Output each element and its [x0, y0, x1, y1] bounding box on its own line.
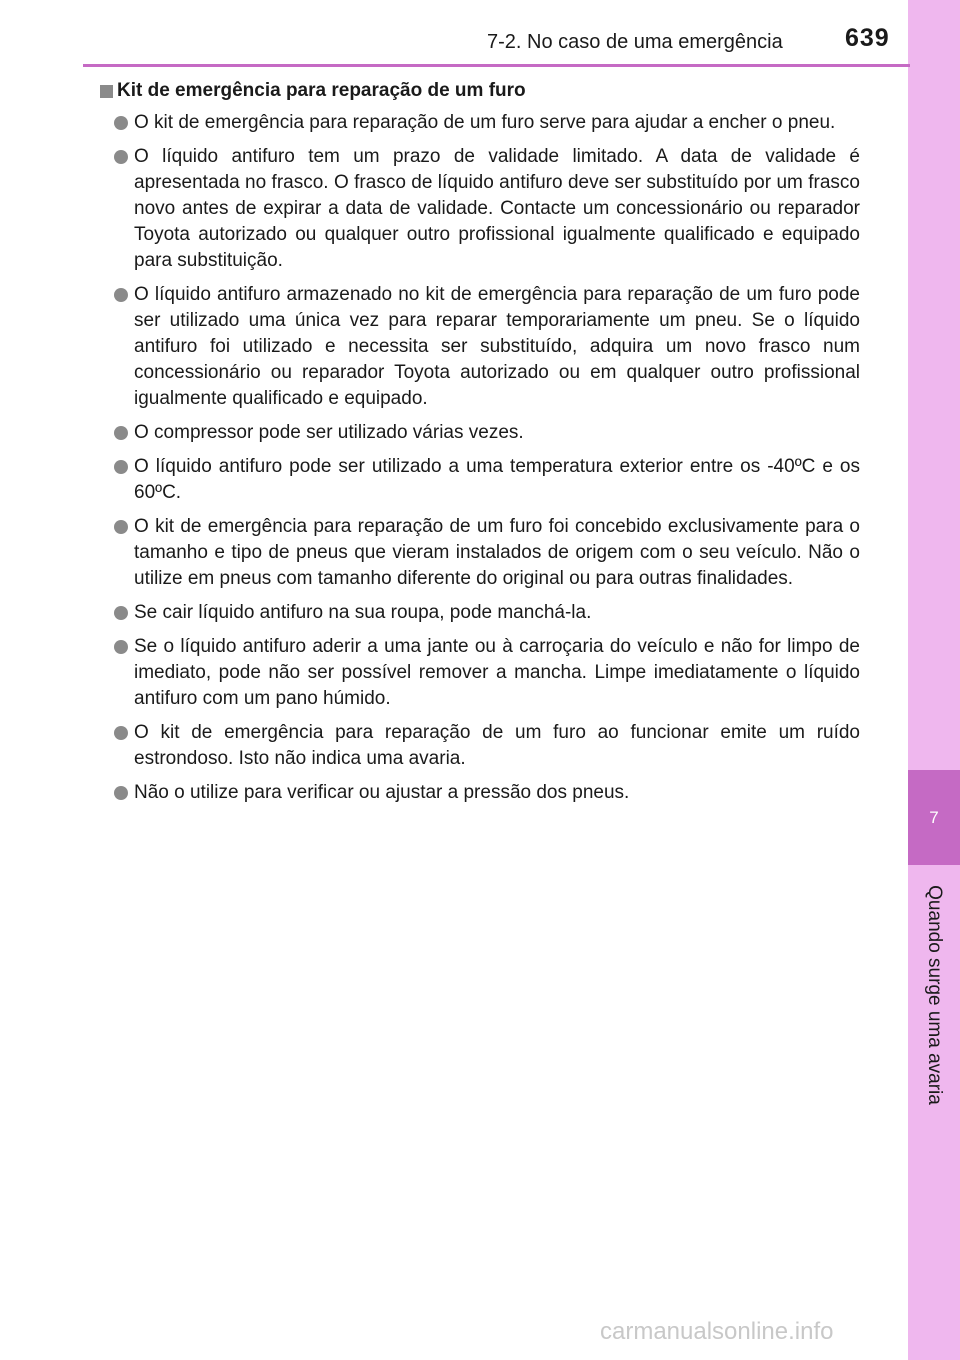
list-item-text: O kit de emergência para reparação de um furo foi concebido exclusivamente para o tamanho e tipo de pneus que vieram instalados de origem com o seu veículo. Não o utilize em pneus com tamanho diferente do original ou para outras finalidades.: [134, 516, 860, 589]
square-bullet-icon: [100, 85, 113, 98]
list-item-text: O kit de emergência para reparação de um furo serve para ajudar a encher o pneu.: [134, 112, 836, 133]
running-header: 7-2. No caso de uma emergência: [487, 31, 783, 53]
list-item-text: O líquido antifuro pode ser utilizado a uma temperatura exterior entre os -40ºC e os 60ºC.: [134, 456, 860, 503]
list-item-text: Se cair líquido antifuro na sua roupa, pode manchá-la.: [134, 602, 592, 623]
main-content: [100, 78, 860, 814]
list-item: [100, 720, 860, 772]
circle-bullet-icon: [114, 460, 128, 474]
circle-bullet-icon: [114, 288, 128, 302]
list-item: [100, 780, 860, 806]
list-item: [100, 514, 860, 592]
list-item: [100, 600, 860, 626]
list-item: [100, 454, 860, 506]
list-item-text: O líquido antifuro armazenado no kit de emergência para reparação de um furo pode ser utilizado uma única vez para reparar temporariamente um pneu. Se o líquido antifuro foi utilizado e necessita ser substituído, adquira um novo frasco num concessionário ou reparador Toyota autorizado ou em qualquer outro profissional igualmente qualificado e equipado.: [134, 284, 860, 409]
circle-bullet-icon: [114, 786, 128, 800]
chapter-title-container: [908, 870, 960, 1120]
circle-bullet-icon: [114, 426, 128, 440]
circle-bullet-icon: [114, 116, 128, 130]
header-rule: [83, 64, 910, 67]
circle-bullet-icon: [114, 726, 128, 740]
list-item: [100, 144, 860, 274]
circle-bullet-icon: [114, 150, 128, 164]
list-item: [100, 282, 860, 412]
circle-bullet-icon: [114, 520, 128, 534]
list-item-text: O kit de emergência para reparação de um furo ao funcionar emite um ruído estrondoso. Isto não indica uma avaria.: [134, 722, 860, 769]
chapter-number: 7: [929, 808, 939, 827]
chapter-title: Quando surge uma avaria: [924, 885, 945, 1105]
circle-bullet-icon: [114, 606, 128, 620]
bullet-list: [100, 110, 860, 806]
list-item-text: O líquido antifuro tem um prazo de validade limitado. A data de validade é apresentada no frasco. O frasco de líquido antifuro deve ser substituído por um frasco novo antes de expirar a data de validade. Contacte um concessionário ou reparador Toyota autorizado ou qualquer outro profissional igualmente qualificado e equipado para substituição.: [134, 146, 860, 271]
list-item: [100, 634, 860, 712]
list-item-text: Não o utilize para verificar ou ajustar a pressão dos pneus.: [134, 782, 630, 803]
watermark: carmanualsonline.info: [600, 1318, 834, 1345]
list-item: [100, 110, 860, 136]
chapter-side-tab: [908, 0, 960, 1360]
page-number: 639: [845, 24, 890, 52]
circle-bullet-icon: [114, 640, 128, 654]
list-item-text: Se o líquido antifuro aderir a uma jante ou à carroçaria do veículo e não for limpo de imediato, pode não ser possível remover a mancha. Limpe imediatamente o líquido antifuro com um pano húmido.: [134, 636, 860, 709]
section-heading-text: Kit de emergência para reparação de um furo: [117, 80, 526, 101]
section-heading: [100, 78, 860, 104]
list-item-text: O compressor pode ser utilizado várias vezes.: [134, 422, 524, 443]
list-item: [100, 420, 860, 446]
